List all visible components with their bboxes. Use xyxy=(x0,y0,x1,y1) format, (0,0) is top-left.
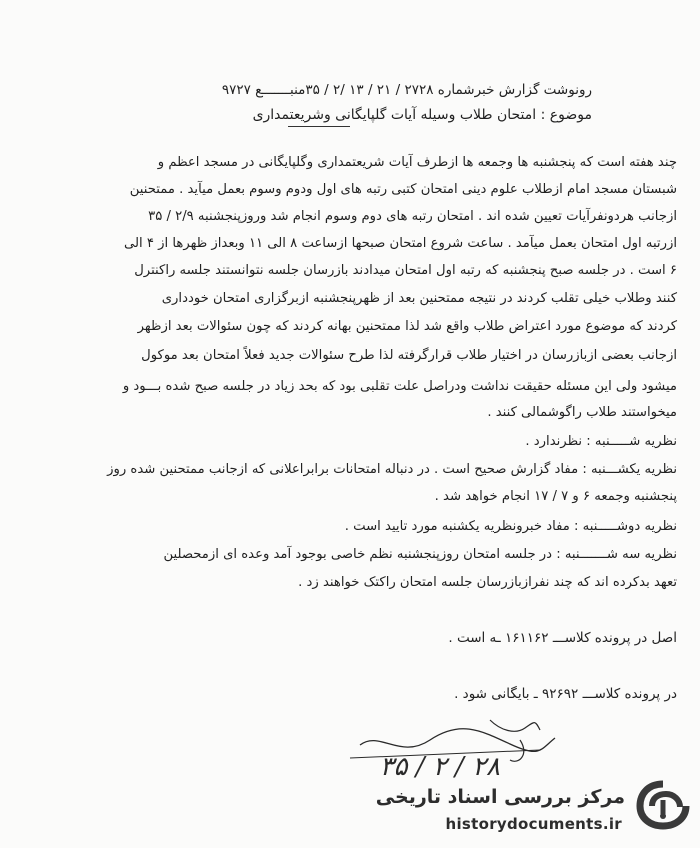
opinion-line: نظریه سه شـــــــنبه : در جلسه امتحان روزپنجشنبه نظم خاصی بوجود آمد وعده ای ازمحصلین xyxy=(163,547,677,562)
file-original-line: اصل در پرونده کلاســـ ۱۶۱۱۶۲ ـه است . xyxy=(448,630,677,646)
archive-logo-icon xyxy=(636,780,690,830)
body-line: ۶ است . در جلسه صبح پنجشنبه که رتبه اول امتحان میدادند بازرسان جلسه نتوانستند جلسه راکنترل xyxy=(134,263,677,278)
report-header-line: رونوشت گزارش خبرشماره ۲۷۲۸ / ۲۱ / ۱۳ /۲ / ۳۵منبـــــــع ۹۷۲۷ xyxy=(221,82,592,98)
body-line: میخواستند طلاب راگوشمالی کنند . xyxy=(487,405,677,420)
body-line: ازجانب هردونفرآیات تعیین شده اند . امتحان رتبه های دوم وسوم انجام شد وروزپنجشنبه ۲/۹ / ۳۵ xyxy=(148,209,677,224)
opinion-line: پنجشنبه وجمعه ۶ و ۷ / ۱۷ انجام خواهد شد . xyxy=(434,489,677,504)
brand-url[interactable]: historydocuments.ir xyxy=(445,815,622,833)
opinion-line: تعهد بدکرده اند که چند نفرازبازرسان جلسه امتحان راکتک خواهند زد . xyxy=(298,575,677,590)
body-line: ازرتبه اول امتحان بعمل میآمد . ساعت شروع امتحان صبحها ازساعت ۸ الی ۱۱ وبعداز ظهرها از ۴ الی xyxy=(123,236,677,251)
handwritten-date: ۲۸ / ۲ / ۳۵ xyxy=(379,752,500,782)
body-line: شبستان مسجد امام ازطلاب علوم دینی امتحان کتبی رتبه های اول ودوم وسوم بعمل میآید . ممتحنین xyxy=(129,182,677,197)
file-archive-line: در پرونده کلاســـ ۹۲۶۹۲ ـ بایگانی شود . xyxy=(454,686,677,702)
body-line: کنند وطلاب خیلی تقلب کردند در نتیجه ممتحنین بعد از ظهرپنجشنبه ازبرگزاری امتحان خودداری xyxy=(161,291,677,306)
opinion-line: نظریه دوشـــــنبه : مفاد خبرونظریه یکشنبه مورد تایید است . xyxy=(344,519,677,534)
body-line: میشود ولی این مسئله حقیقت نداشت ودراصل علت تقلبی بود که بحد زیاد در جلسه صبح شده بـــود و xyxy=(122,379,677,394)
opinion-line: نظریه یکشـــنبه : مفاد گزارش صحیح است . در دنباله امتحانات برابراعلانی که ازجانب ممتحنین شده روز xyxy=(107,462,677,477)
subject-line: موضوع : امتحان طلاب وسیله آیات گلپایگانی وشریعتمداری xyxy=(252,107,592,123)
body-line: کردند که موضوع مورد اعتراض طلاب واقع شد لذا ممتحنین بهانه کردند که چون سئوالات بعد ازظهر xyxy=(137,319,677,334)
brand-title: مرکز بررسی اسناد تاریخی xyxy=(375,786,625,808)
opinion-line: نظریه شـــــنبه : نظرندارد . xyxy=(525,434,677,449)
subject-underline xyxy=(288,126,350,127)
body-line: ازجانب بعضی ازبازرسان در اختیار طلاب قرارگرفته لذا طرح سئوالات جدید فعلاً امتحان بعد موکول xyxy=(141,348,677,363)
body-line: چند هفته است که پنجشنبه ها وجمعه ها ازطرف آیات شریعتمداری وگلپایگانی در مسجد اعظم و xyxy=(157,155,677,170)
